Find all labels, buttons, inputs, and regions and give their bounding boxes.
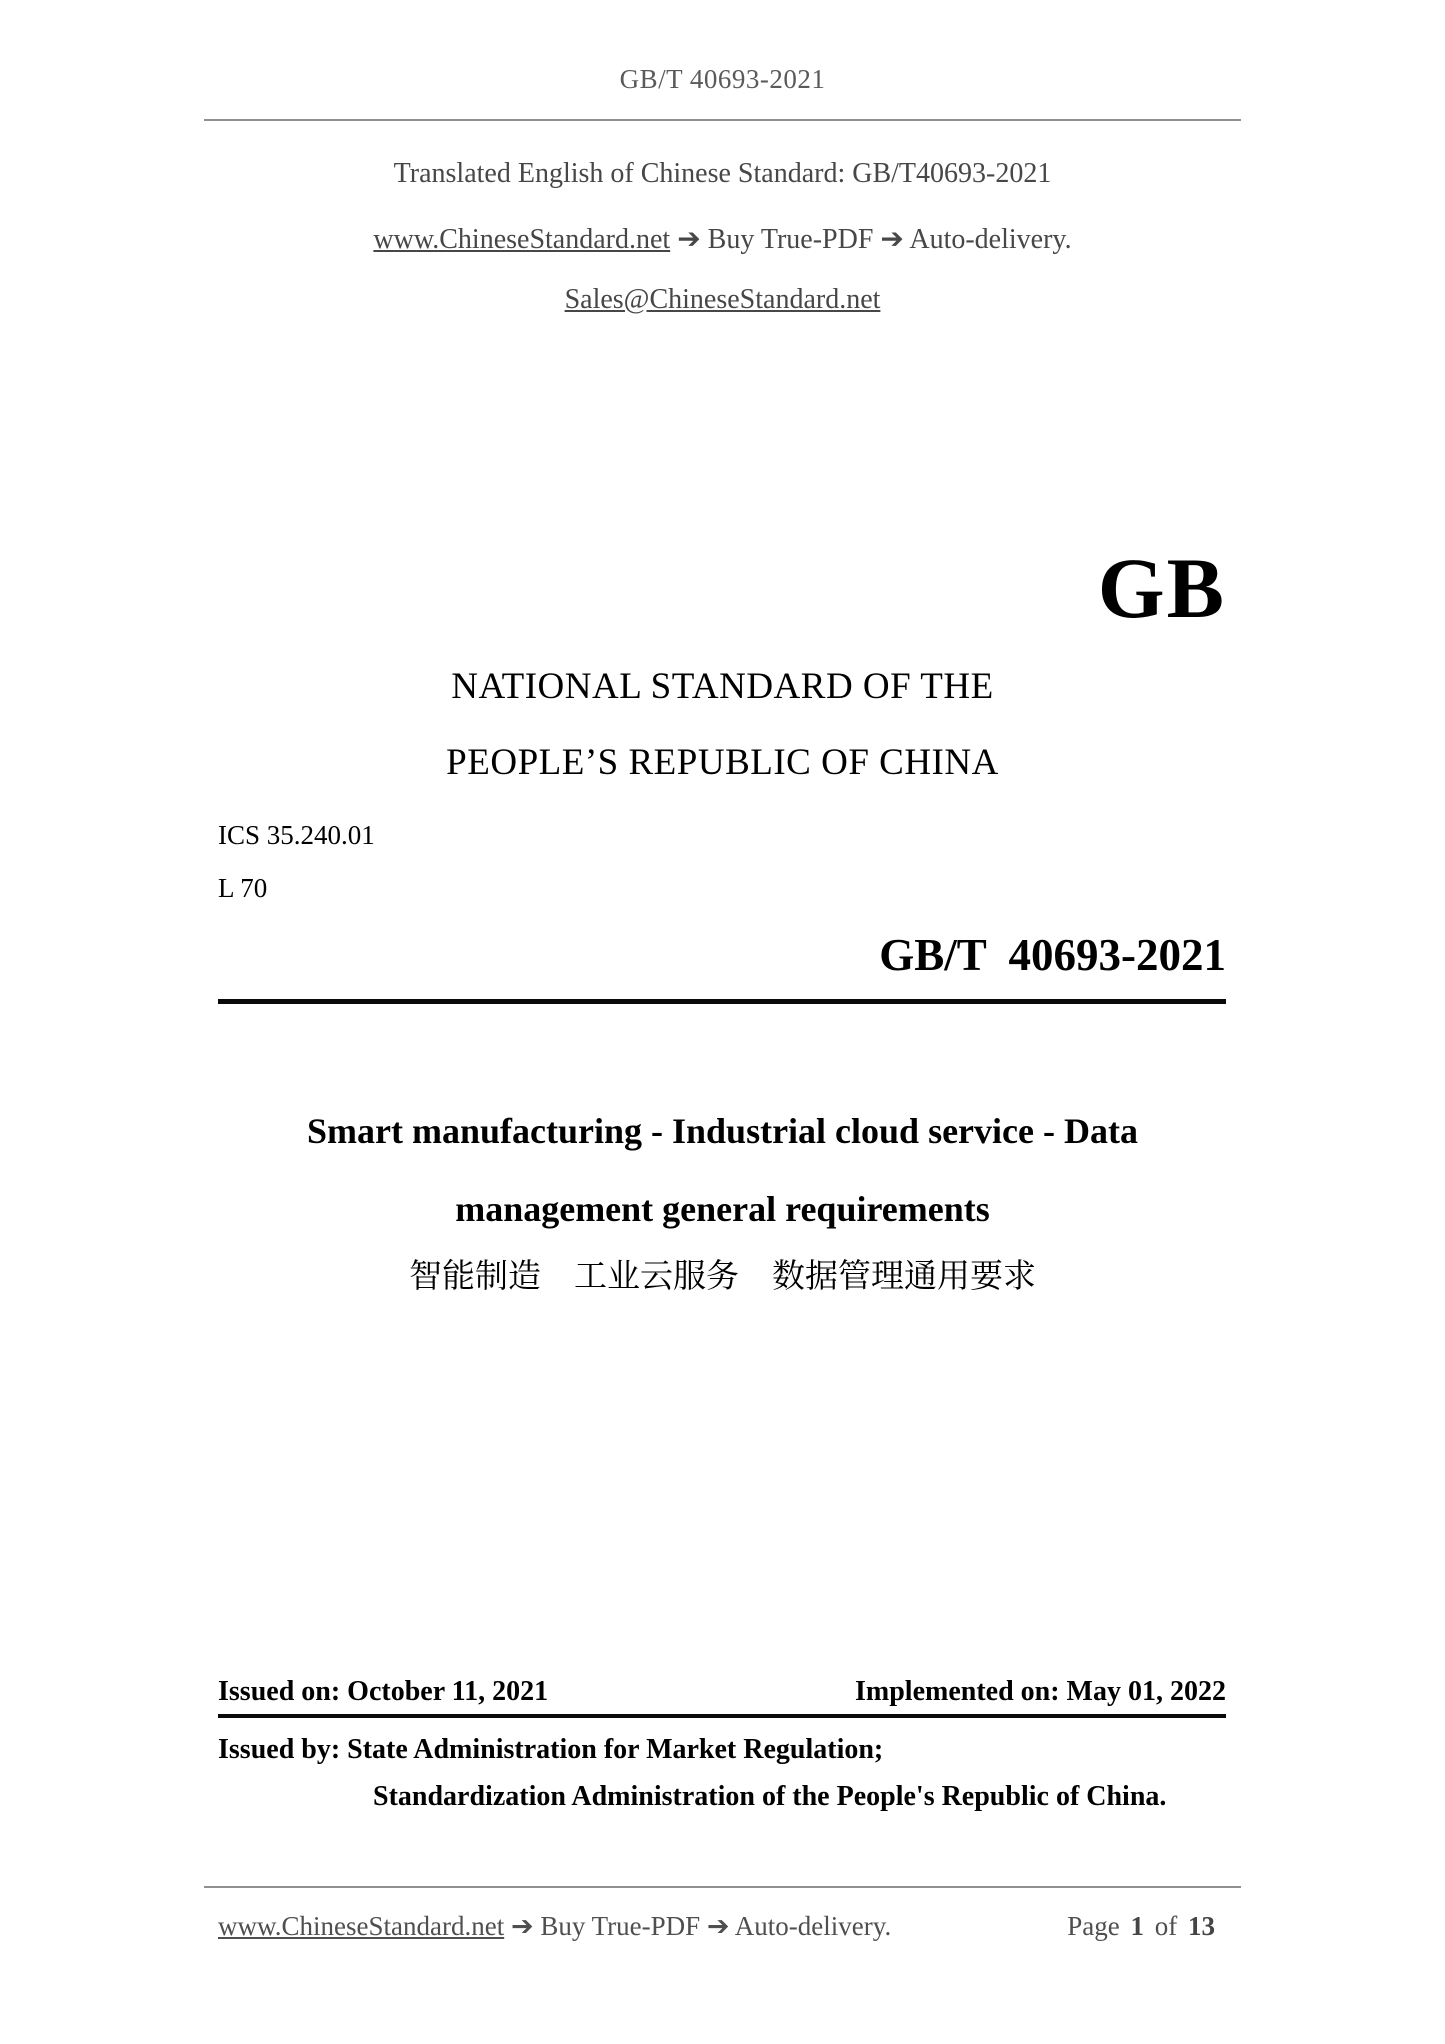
standard-number-divider [218,999,1226,1004]
right-arrow-icon: ➔ [510,1911,534,1942]
footer-divider [204,1886,1241,1888]
standard-number: GB/T 40693-2021 [879,930,1226,980]
classification-code: L 70 [218,873,268,903]
title-chinese: 智能制造 工业云服务 数据管理通用要求 [409,1259,1036,1295]
publication-dates-row [218,1675,1226,1709]
auto-delivery-text: Auto-delivery. [909,224,1072,255]
translated-heading: Translated English of Chinese Standard: GB/T40693-2021 [393,158,1052,189]
footer-delivery-text: Auto-delivery. [734,1911,892,1941]
right-arrow-icon: ➔ [880,222,904,255]
right-arrow-icon: ➔ [677,222,701,255]
title-english-line2: management general requirements [455,1189,990,1229]
page-label: Page [1067,1911,1120,1941]
national-standard-line2: PEOPLE’S REPUBLIC OF CHINA [446,742,999,783]
page-header-doc-number: GB/T 40693-2021 [619,64,826,94]
sales-email-line [0,283,1445,317]
footer-promo-line [218,1912,891,1942]
of-label: of [1154,1911,1178,1941]
right-arrow-icon: ➔ [706,1911,730,1942]
footer-buy-text: Buy True-PDF [540,1911,701,1941]
issuer-second-line: Standardization Administration of the People's Republic of China. [373,1781,1167,1812]
issued-by-line: Issued by: State Administration for Market Regulation; [218,1734,884,1765]
ics-code: ICS 35.240.01 [218,820,375,850]
page-indicator [1067,1912,1215,1942]
sales-email-link[interactable]: Sales@ChineseStandard.net [564,284,881,315]
footer-site-link[interactable]: www.ChineseStandard.net [218,1911,505,1941]
buy-true-pdf-text: Buy True-PDF [707,224,874,255]
total-page-number: 13 [1188,1911,1215,1941]
site-link[interactable]: www.ChineseStandard.net [373,224,671,255]
current-page-number: 1 [1130,1911,1144,1941]
page-footer [218,1912,1215,1942]
promo-line [0,222,1445,257]
gb-logo: GB [1097,540,1226,636]
header-divider [204,119,1241,121]
national-standard-line1: NATIONAL STANDARD OF THE [451,666,994,707]
title-english-line1: Smart manufacturing - Industrial cloud service - Data [307,1111,1138,1151]
issued-on-date: Issued on: October 11, 2021 [218,1676,549,1707]
implemented-on-date: Implemented on: May 01, 2022 [855,1676,1226,1707]
publication-divider [218,1714,1226,1718]
